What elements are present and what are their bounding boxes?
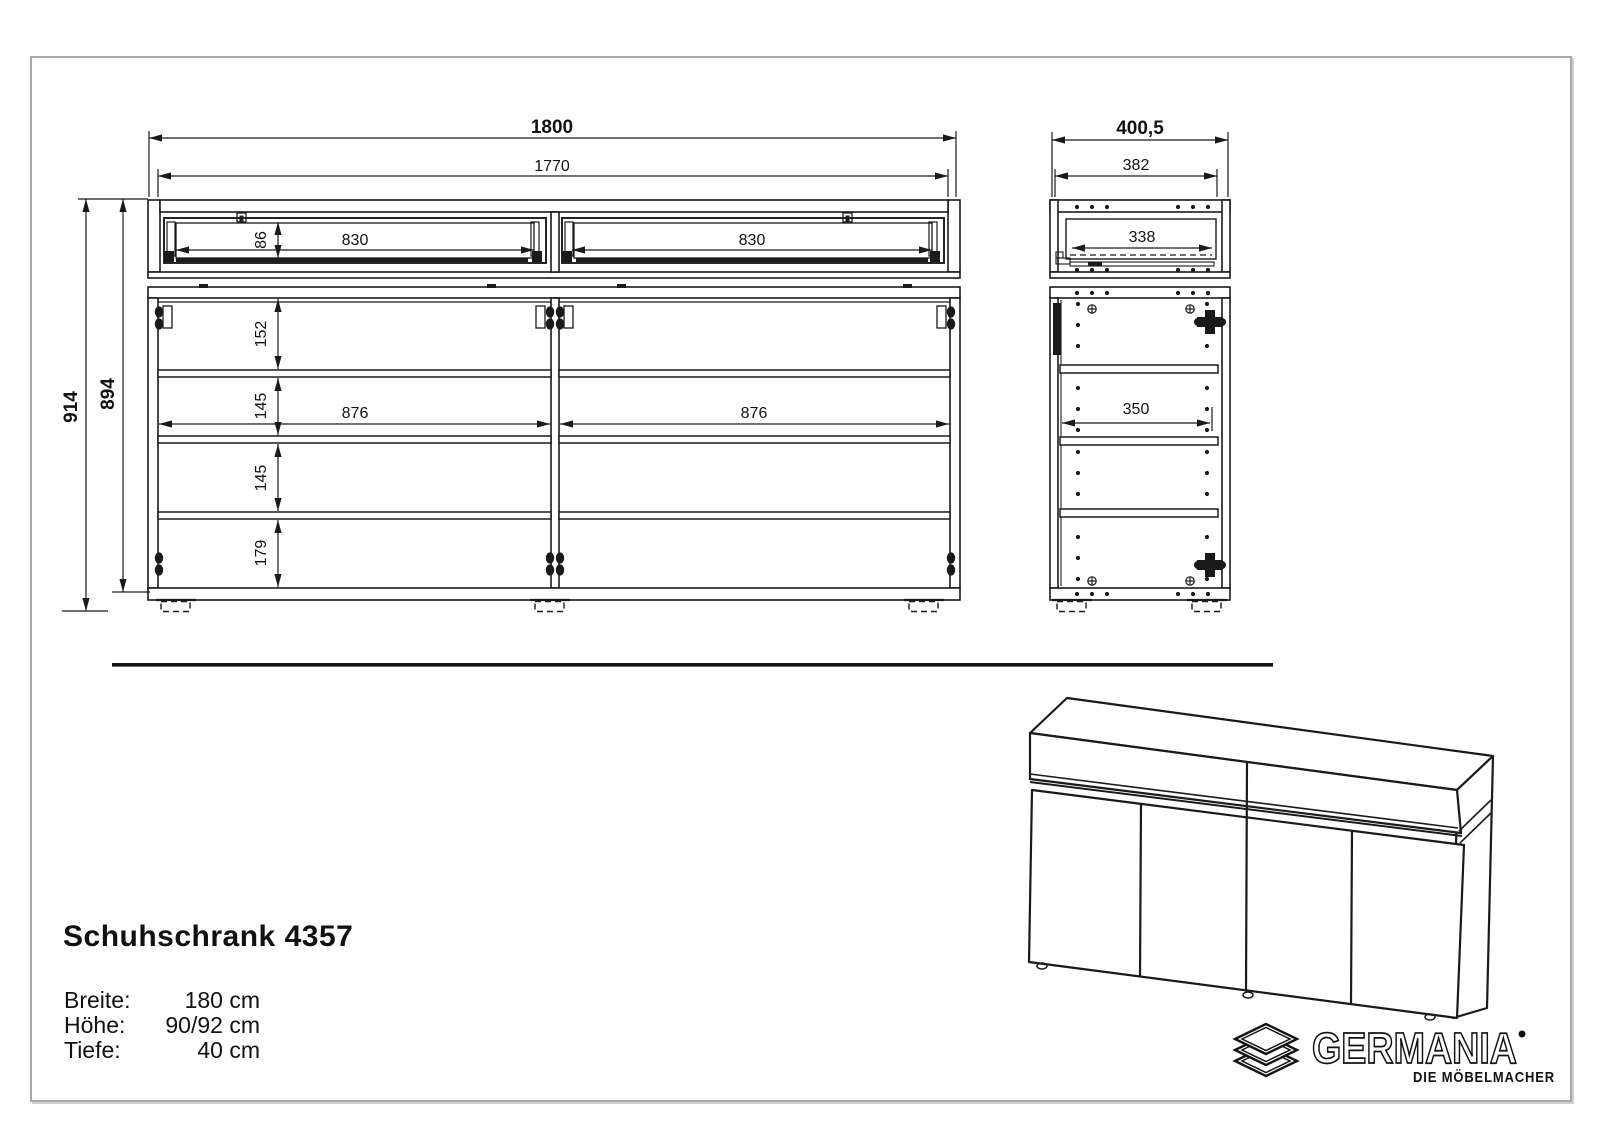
spec-label: Breite: (64, 987, 131, 1013)
spec-value: 90/92 cm (165, 1012, 260, 1038)
product-title: Schuhschrank 4357 (63, 920, 354, 953)
trademark-dot-icon (1519, 1031, 1526, 1038)
spec-value: 40 cm (197, 1037, 260, 1063)
dim-compartment-152: 152 (253, 320, 270, 348)
brand-logo (1235, 1024, 1555, 1086)
brand-tagline: DIE MÖBELMACHER (1413, 1069, 1555, 1086)
front-view (61, 117, 960, 612)
spec-value: 180 cm (184, 987, 260, 1013)
side-view (1050, 118, 1230, 612)
spec-label: Tiefe: (64, 1037, 121, 1063)
spec-row-breite (64, 988, 260, 1013)
dim-body-height: 894 (98, 378, 119, 410)
side-carcass (1050, 287, 1230, 600)
spec-label: Höhe: (64, 1012, 126, 1038)
dim-drawer-height: 86 (253, 231, 270, 249)
spec-row-tiefe (64, 1038, 260, 1063)
dim-body-depth: 382 (1122, 157, 1150, 174)
section-divider-line (112, 663, 1273, 667)
dim-compartment-179: 179 (253, 539, 270, 567)
iso-center-divider (1246, 762, 1247, 991)
dim-left-compartment-width: 876 (341, 405, 369, 422)
dim-shelf-depth: 350 (1122, 401, 1150, 418)
dim-total-height: 914 (61, 391, 82, 423)
dim-top-width: 1770 (534, 158, 570, 175)
iso-door-divider (1351, 831, 1352, 1004)
dim-compartment-145a: 145 (253, 392, 270, 420)
dim-total-depth: 400,5 (1116, 118, 1164, 139)
brand-wordmark: GERMANIA (1312, 1024, 1517, 1073)
isometric-view (1029, 698, 1493, 1020)
dim-right-drawer-width: 830 (738, 232, 766, 249)
iso-door-divider (1140, 804, 1141, 977)
front-dimensions (61, 117, 956, 611)
dim-drawer-depth: 338 (1128, 229, 1156, 246)
spec-row-hoehe (64, 1013, 260, 1038)
dim-compartment-145b: 145 (253, 464, 270, 492)
dim-right-compartment-width: 876 (740, 405, 768, 422)
dim-left-drawer-width: 830 (341, 232, 369, 249)
dim-total-width: 1800 (530, 117, 574, 138)
stacked-layers-icon (1235, 1024, 1297, 1076)
side-feet (1052, 600, 1227, 612)
front-feet (156, 600, 944, 612)
spec-list (64, 988, 260, 1063)
